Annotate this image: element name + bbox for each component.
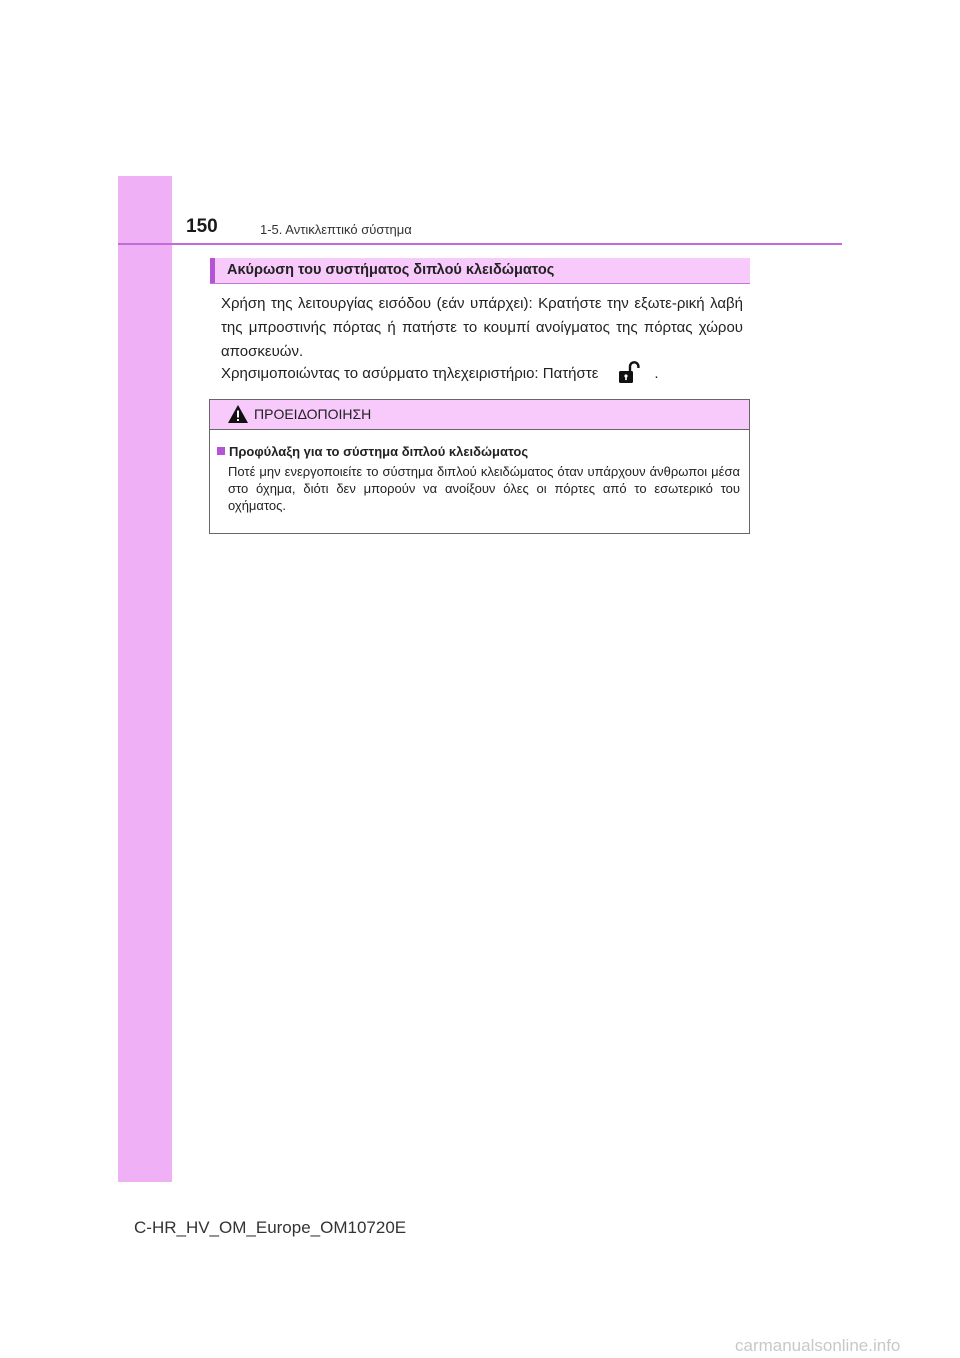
- warning-header: [210, 400, 749, 430]
- footer-document-code: C-HR_HV_OM_Europe_OM10720E: [134, 1218, 407, 1237]
- unlock-icon: [618, 360, 640, 384]
- section-title: 1-5. Αντικλεπτικό σύστημα: [260, 222, 412, 237]
- warning-triangle-icon: [227, 404, 249, 424]
- warning-title: ΠΡΟΕΙΔΟΠΟΙΗΣΗ: [254, 406, 372, 422]
- warning-subheading-text: Προφύλαξη για το σύστημα διπλού κλειδώματος: [229, 444, 529, 459]
- section-heading: Ακύρωση του συστήματος διπλού κλειδώματος: [227, 262, 555, 278]
- remote-control-text: Χρησιμοποιώντας το ασύρματο τηλεχειριστήριο: Πατήστε: [221, 365, 599, 382]
- square-bullet-icon: [217, 447, 225, 455]
- warning-box: [209, 399, 750, 534]
- warning-text: Ποτέ μην ενεργοποιείτε το σύστημα διπλού κλειδώματος όταν υπάρχουν άνθρωποι μέσα στο όχημα, διότι δεν μπορούν να ανοίξουν όλες οι πόρτες από το εσωτερικό του οχήματος.: [228, 464, 740, 513]
- page-number: 150: [186, 216, 218, 237]
- header-divider: [118, 243, 842, 245]
- entry-function-paragraph: Χρήση της λειτουργίας εισόδου (εάν υπάρχει): Κρατήστε την εξωτε-ρική λαβή της μπροστινής πόρτας ή πατήστε το κουμπί ανοίγματος της πόρτας χώρου αποσκευών.: [221, 295, 743, 360]
- section-heading-bar: [210, 258, 750, 284]
- side-tab-strip: [118, 176, 172, 1182]
- watermark: carmanualsonline.info: [735, 1336, 901, 1355]
- remote-control-period: .: [654, 365, 659, 382]
- warning-subheading: [217, 444, 528, 459]
- remote-control-line: [221, 362, 659, 386]
